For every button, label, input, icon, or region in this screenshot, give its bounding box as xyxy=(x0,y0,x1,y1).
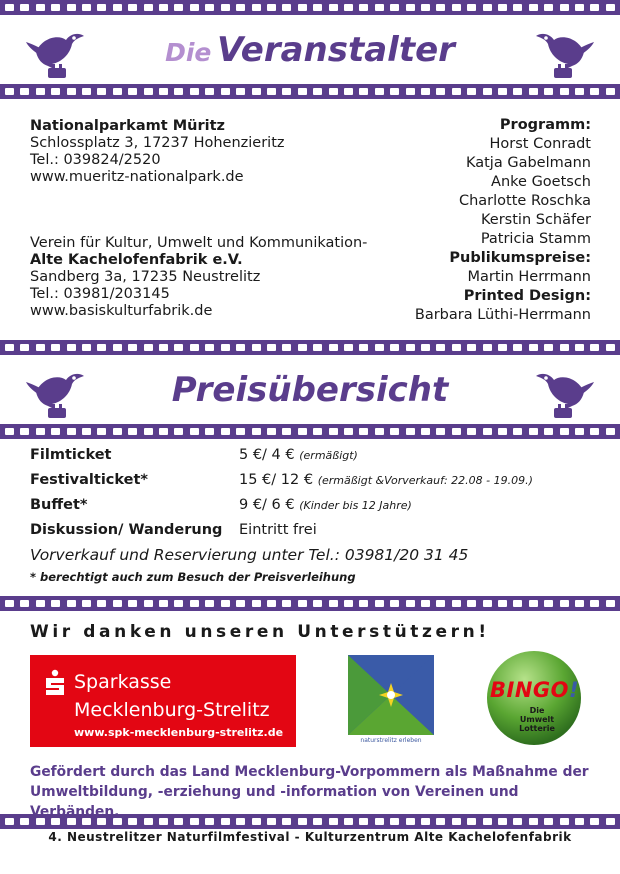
film-perforation xyxy=(483,4,492,11)
design-label: Printed Design: xyxy=(463,288,591,304)
film-perforation xyxy=(575,88,584,95)
film-strip-top xyxy=(0,0,620,15)
film-perforation xyxy=(329,88,338,95)
film-perforation xyxy=(560,600,569,607)
film-perforation xyxy=(221,600,230,607)
film-perforation xyxy=(282,4,291,11)
naturstrelitz-logo[interactable] xyxy=(348,655,434,747)
sparkasse-region: Mecklenburg-Strelitz xyxy=(74,699,270,721)
organizer-phone: Tel.: 03981/203145 xyxy=(30,286,170,302)
film-perforation xyxy=(452,88,461,95)
film-perforation xyxy=(529,344,538,351)
film-perforation xyxy=(67,600,76,607)
film-perforation xyxy=(82,4,91,11)
film-perforation xyxy=(190,428,199,435)
film-perforation xyxy=(113,4,122,11)
film-perforation xyxy=(174,428,183,435)
film-perforation xyxy=(498,428,507,435)
film-perforation xyxy=(5,344,14,351)
film-perforation xyxy=(82,88,91,95)
film-perforation xyxy=(97,428,106,435)
film-perforation xyxy=(97,600,106,607)
program-person: Horst Conradt xyxy=(489,136,591,152)
film-perforation xyxy=(51,428,60,435)
heading-prefix: Die xyxy=(165,38,212,67)
price-row-festivalticket xyxy=(30,472,600,492)
film-perforation xyxy=(359,344,368,351)
prices-heading xyxy=(0,370,620,410)
film-perforation xyxy=(144,88,153,95)
film-perforation xyxy=(406,88,415,95)
film-perforation xyxy=(529,428,538,435)
film-perforation xyxy=(159,4,168,11)
film-perforation xyxy=(560,428,569,435)
film-perforation xyxy=(375,344,384,351)
film-perforation xyxy=(406,428,415,435)
film-perforation xyxy=(498,600,507,607)
film-perforation xyxy=(313,88,322,95)
film-perforation xyxy=(205,4,214,11)
film-perforation xyxy=(513,344,522,351)
footer-festival-line: 4. Neustrelitzer Naturfilmfestival - Kulturzentrum Alte Kachelofenfabrik xyxy=(48,830,572,844)
film-perforation xyxy=(267,88,276,95)
price-label: Buffet* xyxy=(30,497,88,513)
film-perforation xyxy=(128,344,137,351)
film-perforation xyxy=(190,4,199,11)
film-perforation xyxy=(452,428,461,435)
film-perforation xyxy=(313,428,322,435)
film-perforation xyxy=(36,428,45,435)
film-perforation xyxy=(590,344,599,351)
film-perforation xyxy=(344,88,353,95)
film-perforation xyxy=(344,344,353,351)
film-perforation xyxy=(544,88,553,95)
price-row-discussion xyxy=(30,522,600,542)
film-perforation xyxy=(190,88,199,95)
film-perforation xyxy=(97,88,106,95)
film-perforation xyxy=(359,4,368,11)
film-perforation xyxy=(282,428,291,435)
price-note: (ermäßigt &Vorverkauf: 22.08 - 19.09.) xyxy=(317,474,533,487)
film-strip-prices-bottom xyxy=(0,424,620,439)
price-label: Diskussion/ Wanderung xyxy=(30,522,223,538)
film-strip-organizers-bottom xyxy=(0,84,620,99)
film-perforation xyxy=(5,428,14,435)
film-perforation xyxy=(51,88,60,95)
film-perforation xyxy=(390,88,399,95)
film-perforation xyxy=(144,4,153,11)
film-perforation xyxy=(513,600,522,607)
sparkasse-website: www.spk-mecklenburg-strelitz.de xyxy=(74,726,284,739)
film-perforation xyxy=(5,4,14,11)
film-perforation xyxy=(606,428,615,435)
film-perforation xyxy=(406,344,415,351)
film-perforation xyxy=(267,344,276,351)
program-person: Anke Goetsch xyxy=(491,174,591,190)
bird-icon xyxy=(534,24,594,80)
film-perforation xyxy=(5,818,14,825)
film-perforation xyxy=(390,4,399,11)
film-perforation xyxy=(498,4,507,11)
film-perforation xyxy=(606,88,615,95)
film-perforation xyxy=(20,88,29,95)
film-strip-sponsors-top xyxy=(0,596,620,611)
film-perforation xyxy=(205,88,214,95)
film-perforation xyxy=(236,344,245,351)
organizer-website[interactable]: www.mueritz-nationalpark.de xyxy=(30,169,244,185)
film-perforation xyxy=(159,88,168,95)
naturstrelitz-emblem-icon xyxy=(348,655,434,735)
price-value: 9 €/ 6 € (Kinder bis 12 Jahre) xyxy=(239,497,412,513)
film-perforation xyxy=(174,88,183,95)
film-perforation xyxy=(436,428,445,435)
film-perforation xyxy=(313,600,322,607)
film-perforation xyxy=(452,344,461,351)
film-perforation xyxy=(20,344,29,351)
film-perforation xyxy=(252,428,261,435)
film-perforation xyxy=(128,88,137,95)
prices-heading-band xyxy=(0,362,620,422)
film-perforation xyxy=(313,344,322,351)
film-perforation xyxy=(436,4,445,11)
film-perforation xyxy=(221,4,230,11)
film-perforation xyxy=(375,4,384,11)
sparkasse-name: Sparkasse xyxy=(74,671,172,693)
film-perforation xyxy=(467,428,476,435)
film-perforation xyxy=(544,600,553,607)
film-perforation xyxy=(267,4,276,11)
price-label: Filmticket xyxy=(30,447,112,463)
film-perforation xyxy=(236,4,245,11)
film-perforation xyxy=(590,600,599,607)
film-perforation xyxy=(544,344,553,351)
film-perforation xyxy=(575,600,584,607)
audience-award-label: Publikumspreise: xyxy=(449,250,591,266)
program-person: Katja Gabelmann xyxy=(465,155,591,171)
film-perforation xyxy=(190,600,199,607)
film-perforation xyxy=(236,428,245,435)
film-perforation xyxy=(5,600,14,607)
film-perforation xyxy=(390,428,399,435)
film-perforation xyxy=(128,600,137,607)
program-person: Kerstin Schäfer xyxy=(481,212,591,228)
credits-column xyxy=(415,116,591,325)
price-value: 5 €/ 4 € (ermäßigt) xyxy=(239,447,358,463)
organizer-nationalpark xyxy=(30,118,285,186)
film-perforation xyxy=(590,428,599,435)
film-perforation xyxy=(236,600,245,607)
film-perforation xyxy=(452,600,461,607)
film-perforation xyxy=(344,4,353,11)
film-perforation xyxy=(20,600,29,607)
film-perforation xyxy=(282,600,291,607)
film-perforation xyxy=(159,600,168,607)
film-perforation xyxy=(575,4,584,11)
film-perforation xyxy=(190,344,199,351)
film-perforation xyxy=(483,600,492,607)
film-perforation xyxy=(51,344,60,351)
film-perforation xyxy=(113,428,122,435)
organizer-kachelofenfabrik xyxy=(30,235,367,320)
film-perforation xyxy=(421,600,430,607)
program-person: Charlotte Roschka xyxy=(458,193,591,209)
film-perforation xyxy=(529,4,538,11)
film-perforation xyxy=(421,4,430,11)
presale-info: Vorverkauf und Reservierung unter Tel.: 03981/20 31 45 xyxy=(30,546,469,564)
film-perforation xyxy=(174,4,183,11)
film-perforation xyxy=(483,88,492,95)
film-perforation xyxy=(298,600,307,607)
film-perforation xyxy=(436,600,445,607)
film-perforation xyxy=(113,88,122,95)
film-perforation xyxy=(560,344,569,351)
film-perforation xyxy=(483,428,492,435)
film-perforation xyxy=(313,4,322,11)
film-perforation xyxy=(467,600,476,607)
price-note: (Kinder bis 12 Jahre) xyxy=(299,499,412,512)
film-perforation xyxy=(205,600,214,607)
film-perforation xyxy=(529,600,538,607)
film-perforation xyxy=(298,88,307,95)
bingo-umweltlotterie-logo[interactable] xyxy=(482,648,586,748)
film-perforation xyxy=(375,88,384,95)
film-perforation xyxy=(436,344,445,351)
film-perforation xyxy=(375,428,384,435)
film-perforation xyxy=(590,4,599,11)
film-perforation xyxy=(221,428,230,435)
film-perforation xyxy=(590,88,599,95)
organizer-address: Sandberg 3a, 17235 Neustrelitz xyxy=(30,269,261,285)
bingo-word: BINGO! xyxy=(490,678,580,702)
heading-main: Preisübersicht xyxy=(171,370,449,410)
film-perforation xyxy=(575,344,584,351)
program-label: Programm: xyxy=(499,117,591,133)
film-perforation xyxy=(20,428,29,435)
film-perforation xyxy=(344,428,353,435)
price-value: Eintritt frei xyxy=(239,522,317,538)
film-perforation xyxy=(390,344,399,351)
film-perforation xyxy=(529,88,538,95)
film-perforation xyxy=(606,344,615,351)
film-perforation xyxy=(282,344,291,351)
film-perforation xyxy=(159,344,168,351)
film-perforation xyxy=(544,4,553,11)
film-perforation xyxy=(221,344,230,351)
film-perforation xyxy=(359,88,368,95)
price-row-filmticket xyxy=(30,447,600,467)
film-perforation xyxy=(36,4,45,11)
bird-icon xyxy=(534,364,594,420)
bingo-arc-text: Die Umwelt Lotterie xyxy=(519,706,555,733)
program-person: Patricia Stamm xyxy=(480,231,591,247)
price-value: 15 €/ 12 € (ermäßigt &Vorverkauf: 22.08 - 19.09.) xyxy=(239,472,533,488)
film-perforation xyxy=(51,4,60,11)
film-perforation xyxy=(359,600,368,607)
film-perforation xyxy=(144,344,153,351)
film-perforation xyxy=(467,4,476,11)
naturstrelitz-caption: naturstrelitz erleben xyxy=(360,737,422,744)
film-perforation xyxy=(128,428,137,435)
film-perforation xyxy=(436,88,445,95)
film-perforation xyxy=(82,600,91,607)
film-perforation xyxy=(97,4,106,11)
film-perforation xyxy=(82,428,91,435)
film-perforation xyxy=(329,4,338,11)
film-perforation xyxy=(128,4,137,11)
organizers-heading xyxy=(0,30,620,70)
price-note: (ermäßigt) xyxy=(299,449,358,462)
film-perforation xyxy=(221,88,230,95)
film-perforation xyxy=(67,344,76,351)
price-label: Festivalticket* xyxy=(30,472,149,488)
film-perforation xyxy=(406,600,415,607)
film-perforation xyxy=(483,344,492,351)
film-perforation xyxy=(36,88,45,95)
film-perforation xyxy=(282,88,291,95)
film-perforation xyxy=(344,600,353,607)
film-perforation xyxy=(575,428,584,435)
organizer-address: Schlossplatz 3, 17237 Hohenzieritz xyxy=(30,135,285,151)
film-perforation xyxy=(513,4,522,11)
organizer-description: Verein für Kultur, Umwelt und Kommunikation- xyxy=(30,235,368,251)
film-perforation xyxy=(82,344,91,351)
film-perforation xyxy=(298,344,307,351)
sponsors-heading: Wir danken unseren Unterstützern! xyxy=(30,622,490,642)
film-perforation xyxy=(174,344,183,351)
film-perforation xyxy=(421,88,430,95)
film-strip-prices-top xyxy=(0,340,620,355)
film-perforation xyxy=(421,428,430,435)
film-perforation xyxy=(375,600,384,607)
film-perforation xyxy=(20,4,29,11)
film-perforation xyxy=(513,428,522,435)
film-perforation xyxy=(252,344,261,351)
film-perforation xyxy=(452,4,461,11)
film-perforation xyxy=(329,344,338,351)
film-perforation xyxy=(144,600,153,607)
film-perforation xyxy=(298,428,307,435)
sparkasse-logo[interactable] xyxy=(30,655,296,747)
heading-main: Veranstalter xyxy=(216,30,455,70)
film-perforation xyxy=(36,600,45,607)
film-perforation xyxy=(205,428,214,435)
film-perforation xyxy=(544,428,553,435)
film-perforation xyxy=(467,344,476,351)
film-perforation xyxy=(421,344,430,351)
film-perforation xyxy=(406,4,415,11)
film-perforation xyxy=(113,600,122,607)
organizer-phone: Tel.: 039824/2520 xyxy=(30,152,161,168)
film-perforation xyxy=(236,88,245,95)
film-perforation xyxy=(359,428,368,435)
organizer-website[interactable]: www.basiskulturfabrik.de xyxy=(30,303,213,319)
film-perforation xyxy=(67,88,76,95)
film-perforation xyxy=(298,4,307,11)
price-row-buffet xyxy=(30,497,600,517)
organizer-name: Nationalparkamt Müritz xyxy=(30,118,225,134)
organizers-heading-band xyxy=(0,22,620,82)
film-perforation xyxy=(36,344,45,351)
film-perforation xyxy=(267,428,276,435)
film-perforation xyxy=(51,600,60,607)
film-perforation xyxy=(252,4,261,11)
film-perforation xyxy=(159,428,168,435)
film-perforation xyxy=(252,88,261,95)
film-perforation xyxy=(467,88,476,95)
film-perforation xyxy=(390,600,399,607)
film-perforation xyxy=(513,88,522,95)
film-perforation xyxy=(498,88,507,95)
film-perforation xyxy=(329,428,338,435)
price-footnote: * berechtigt auch zum Besuch der Preisverleihung xyxy=(30,570,356,584)
film-perforation xyxy=(205,344,214,351)
film-perforation xyxy=(5,88,14,95)
film-perforation xyxy=(498,344,507,351)
film-perforation xyxy=(67,428,76,435)
design-person: Barbara Lüthi-Herrmann xyxy=(414,307,591,323)
film-perforation xyxy=(252,600,261,607)
funding-notice: Gefördert durch das Land Mecklenburg-Vorpommern als Maßnahme der Umweltbildung, -erziehung und -information von Vereinen und Verbänden. xyxy=(30,764,589,820)
sparkasse-s-icon xyxy=(44,669,66,695)
film-perforation xyxy=(67,4,76,11)
film-perforation xyxy=(97,344,106,351)
film-perforation xyxy=(560,4,569,11)
film-perforation xyxy=(267,600,276,607)
film-perforation xyxy=(20,818,29,825)
film-perforation xyxy=(606,600,615,607)
film-perforation xyxy=(113,344,122,351)
film-perforation xyxy=(329,600,338,607)
film-perforation xyxy=(560,88,569,95)
organizer-name: Alte Kachelofenfabrik e.V. xyxy=(30,252,243,268)
film-perforation xyxy=(174,600,183,607)
audience-award-person: Martin Herrmann xyxy=(467,269,591,285)
film-perforation xyxy=(606,4,615,11)
film-perforation xyxy=(144,428,153,435)
film-perforation xyxy=(606,818,615,825)
